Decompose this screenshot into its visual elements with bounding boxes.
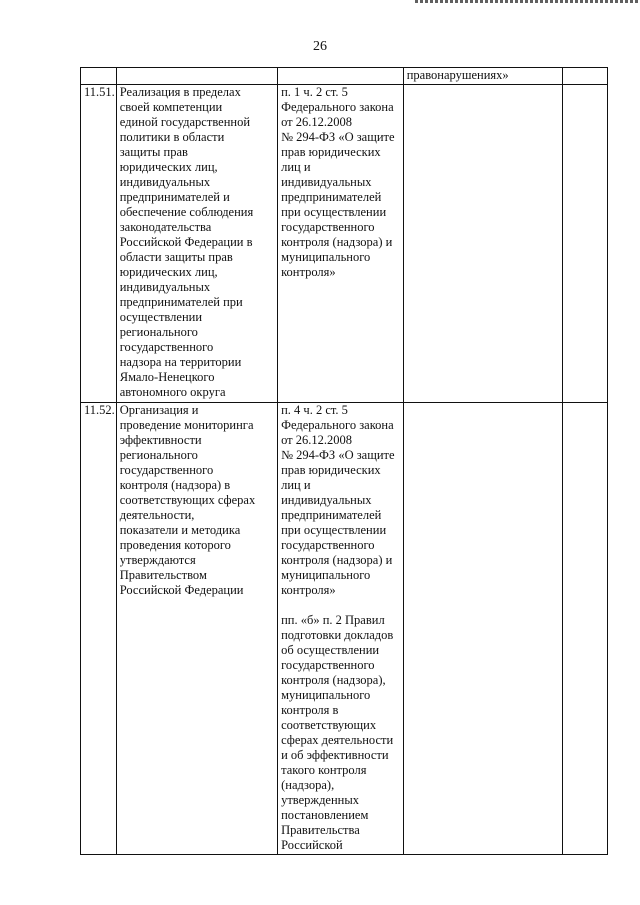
table-row (81, 85, 608, 403)
function-name-cell (116, 403, 277, 855)
function-name: Реализация в пределах своей компетенции единой государственной политики в области защиты прав юридических лиц, индивидуальных предпринимателей и обеспечение соблюдения законодательства Российской Федерации в области защиты прав юридических лиц, индивидуальных предпринимателей при осуществлении регионального государственного надзора на территории Ямало-Ненецкого автономного округа (119, 85, 254, 399)
page-number: 26 (313, 39, 327, 54)
table-row-continuation (81, 68, 608, 85)
legal-basis: п. 1 ч. 2 ст. 5 Федерального закона от 26.12.2008 № 294-ФЗ «О защите прав юридических лиц и индивидуальных предпринимателей при осуществлении государственного контроля (надзора) и муниципального контроля» (281, 85, 395, 279)
last-cell (563, 68, 608, 85)
legal-basis-cell (278, 85, 404, 403)
row-number-cell (81, 403, 117, 855)
row-number: 11.51. (84, 85, 115, 99)
document-table (80, 67, 608, 855)
legal-basis: п. 4 ч. 2 ст. 5 Федерального закона от 26.12.2008 № 294-ФЗ «О защите прав юридических лиц и индивидуальных предпринимателей при осуществлении государственного контроля (надзора) и муниципального контроля» пп. «б» п. 2 Правил подготовки докладов об осуществлении государственного контроля (надзора), муниципального контроля в соответствующих сферах деятельности и об эффективности такого контроля (надзора), утвержденных постановлением Правительства Российской (281, 403, 395, 852)
extra-cell (403, 403, 562, 855)
extra-text: правонарушениях» (406, 68, 509, 82)
table-row (81, 403, 608, 855)
last-cell (563, 85, 608, 403)
row-number-cell (81, 68, 117, 85)
function-name-cell (116, 68, 277, 85)
last-cell (563, 403, 608, 855)
extra-cell (403, 68, 562, 85)
extra-cell (403, 85, 562, 403)
function-name: Организация и проведение мониторинга эффективности регионального государственного контроля (надзора) в соответствующих сферах деятельности, показатели и методика проведения которого утверждаются Правительством Российской Федерации (119, 403, 256, 597)
scan-artifact (415, 0, 640, 3)
legal-basis-cell (278, 68, 404, 85)
row-number: 11.52. (84, 403, 115, 417)
row-number-cell (81, 85, 117, 403)
function-name-cell (116, 85, 277, 403)
legal-basis-cell (278, 403, 404, 855)
